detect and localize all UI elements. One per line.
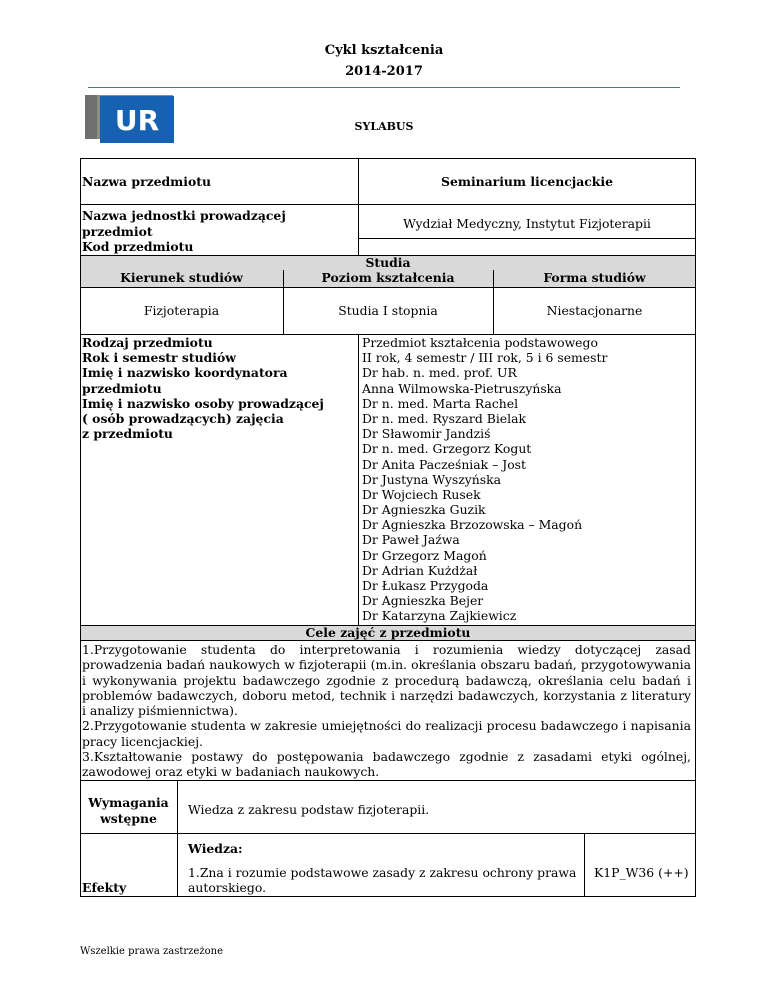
unit-value: Wydział Medyczny, Instytut Fizjoterapii [403,216,651,231]
field-of-study-label: Kierunek studiów [120,270,243,285]
detail-value: Dr Agnieszka Bejer [362,593,484,609]
details-labels [82,335,324,441]
study-form-value: Niestacjonarne [546,303,643,318]
effect-item-code: K1P_W36 (++) [594,865,689,880]
knowledge-section-label: Wiedza: [188,841,243,856]
study-level-label: Poziom kształcenia [321,270,455,285]
effect-item-line2: autorskiego. [188,880,267,895]
detail-value: Dr Anita Pacześniak – Jost [362,456,526,472]
detail-label: z przedmiotu [82,426,173,442]
detail-label: ( osób prowadzących) zajęcia [82,410,284,426]
field-of-study-value: Fizjoterapia [143,303,220,318]
detail-label: Imię i nazwisko koordynatora [82,365,288,381]
goal-item: 3.Kształtowanie postawy do postępowania badawczego zgodnie z zasadami etyki ogólnej, zawodowej oraz etyki w badaniach naukowych. [82,749,691,780]
effects-label: Efekty [82,880,127,895]
detail-label: Rodzaj przedmiotu [82,335,213,350]
goal-item: 2.Przygotowanie studenta w zakresie umiejętności do realizacji procesu badawczego i napisania pracy licencjackiej. [82,718,691,749]
prereq-value: Wiedza z zakresu podstaw fizjoterapii. [188,802,430,817]
goals-text [82,642,691,780]
study-form-label: Forma studiów [543,270,646,285]
course-name-value: Seminarium licencjackie [441,174,613,189]
detail-value: Dr n. med. Ryszard Bielak [362,410,526,426]
detail-value: Dr Adrian Kużdżał [362,562,478,578]
detail-label: Imię i nazwisko osoby prowadzącej [82,395,324,411]
detail-value: Anna Wilmowska-Pietruszyńska [362,380,562,396]
goal-item: 1.Przygotowanie studenta do interpretowania i rozumienia wiedzy dotyczącej zasad prowadzenia badań naukowych w fizjoterapii (m.in. określania obszaru badań, przygotowywania i wykonywania projektu badawczego zgodnie z procedurą badawczą, określania celu badań i problemów badawczych, doboru metod, technik i narzędzi badawczych, korzystania z literatury i analizy piśmiennictwa). [82,642,691,719]
effect-item-line1: 1.Zna i rozumie podstawowe zasady z zakresu ochrony prawa [188,865,577,880]
detail-value: Dr Grzegorz Magoń [362,547,487,563]
detail-value: Dr Katarzyna Zajkiewicz [362,608,517,624]
detail-value: Dr Justyna Wyszyńska [362,471,501,487]
study-level-value: Studia I stopnia [338,303,438,318]
unit-label-line2: przedmiot [82,224,153,239]
detail-value: Dr Łukasz Przygoda [362,578,489,593]
detail-label: przedmiotu [82,380,162,396]
goals-header: Cele zajęć z przedmiotu [305,625,471,640]
course-code-label: Kod przedmiotu [82,239,194,254]
detail-value: Dr Agnieszka Brzozowska – Magoń [362,517,583,533]
prereq-label-line1: Wymagania [88,795,169,810]
detail-value: Dr Paweł Jaźwa [362,532,460,548]
details-values [362,335,607,624]
detail-value: Dr Sławomir Jandziś [362,426,491,442]
document-title: SYLABUS [354,120,414,133]
detail-value: II rok, 4 semestr / III rok, 5 i 6 semestr [362,350,608,366]
course-name-label: Nazwa przedmiotu [82,174,211,189]
detail-value: Dr n. med. Grzegorz Kogut [362,441,532,457]
cycle-years: 2014-2017 [345,64,423,79]
cycle-label: Cykl kształcenia [324,43,444,58]
detail-value: Dr Agnieszka Guzik [362,502,486,518]
detail-value: Przedmiot kształcenia podstawowego [362,335,598,350]
detail-value: Dr n. med. Marta Rachel [362,395,519,411]
header-divider [88,87,680,88]
detail-label: Rok i semestr studiów [82,350,236,366]
unit-label-line1: Nazwa jednostki prowadzącej [82,208,286,223]
footer-copyright: Wszelkie prawa zastrzeżone [80,946,223,957]
detail-value: Dr hab. n. med. prof. UR [362,365,517,381]
logo-text: UR [114,104,160,137]
detail-value: Dr Wojciech Rusek [362,486,481,502]
studies-header: Studia [365,255,411,270]
prereq-label-line2: wstępne [100,811,157,826]
